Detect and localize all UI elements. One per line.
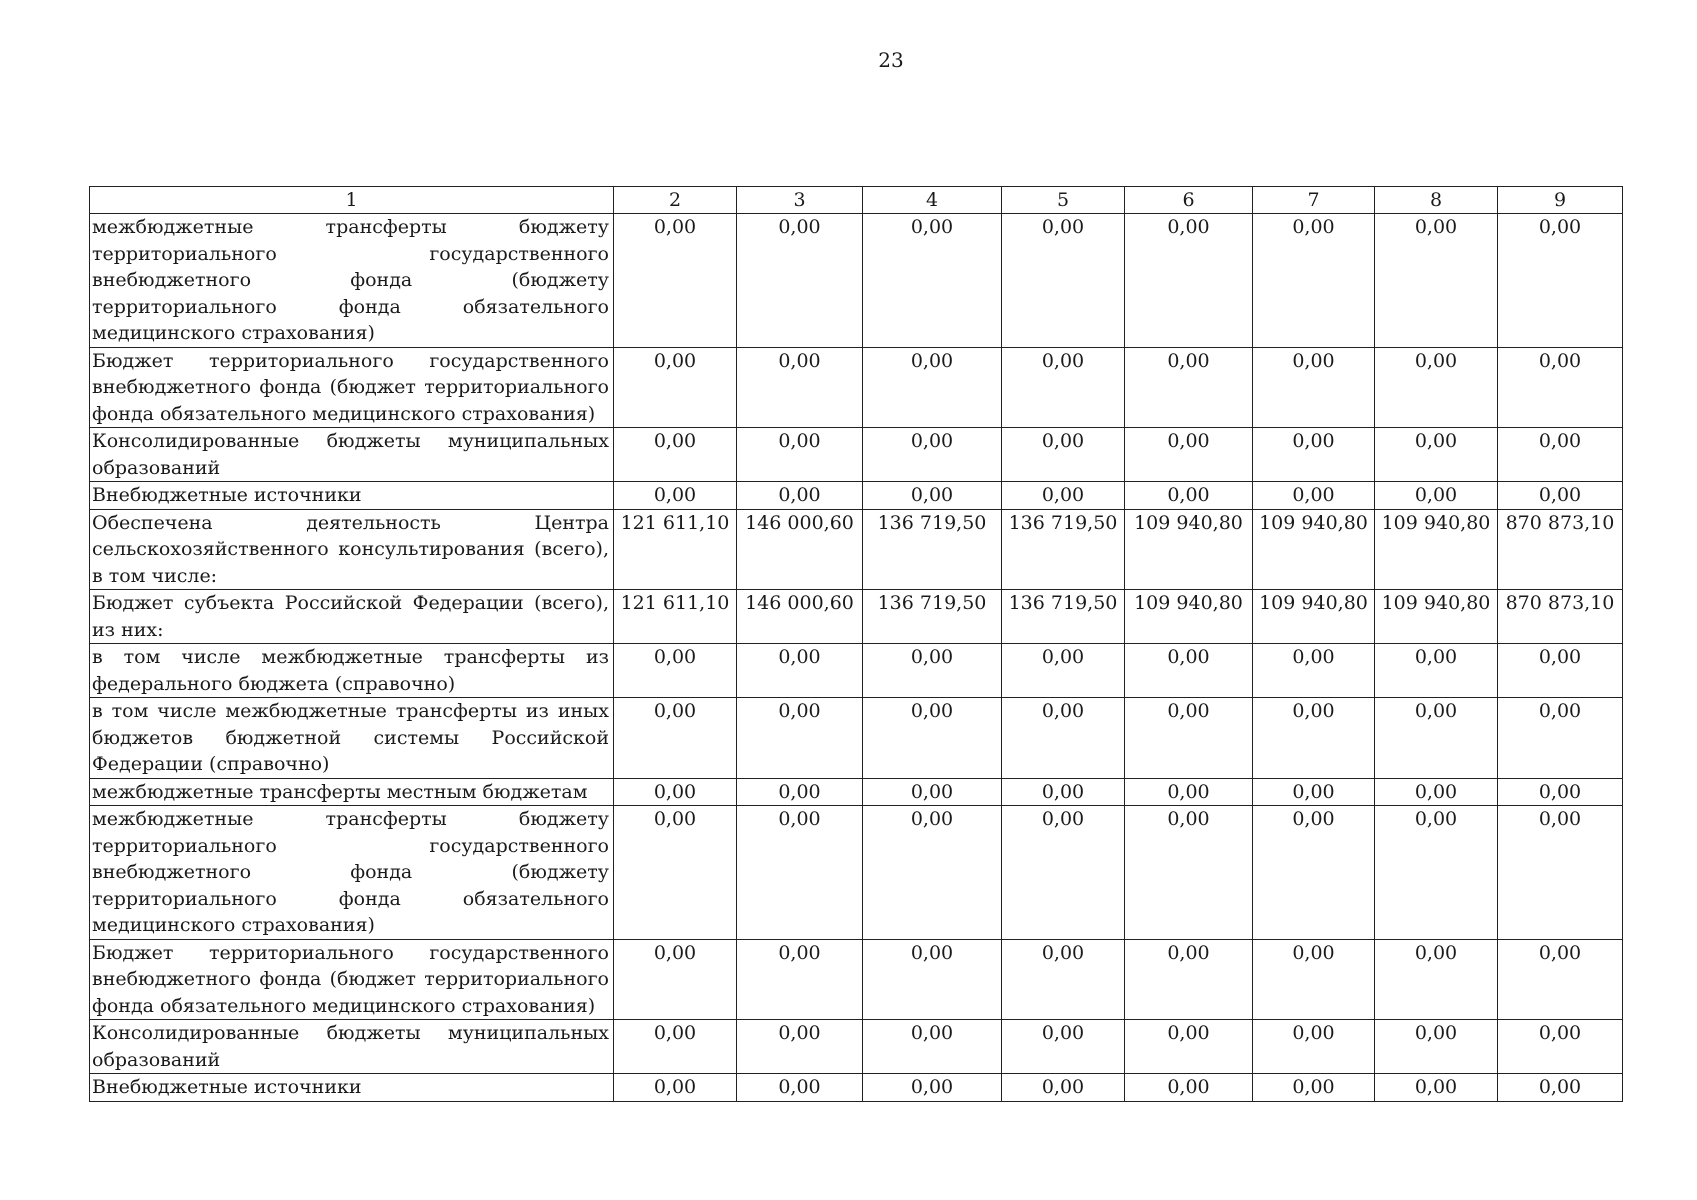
value-cell-col-7: 0,00 bbox=[1253, 214, 1375, 348]
value-cell-col-4: 0,00 bbox=[863, 939, 1002, 1020]
value-cell-col-9: 0,00 bbox=[1498, 806, 1623, 940]
value-cell-col-5: 0,00 bbox=[1002, 644, 1125, 698]
value-cell-col-7: 0,00 bbox=[1253, 428, 1375, 482]
value-cell-col-3: 0,00 bbox=[737, 482, 863, 510]
table-row bbox=[90, 590, 1623, 644]
value-cell-col-5: 136 719,50 bbox=[1002, 590, 1125, 644]
value-cell-col-7: 0,00 bbox=[1253, 1074, 1375, 1102]
value-cell-col-8: 0,00 bbox=[1375, 806, 1498, 940]
value-cell-col-3: 0,00 bbox=[737, 939, 863, 1020]
value-cell-col-2: 0,00 bbox=[614, 806, 737, 940]
row-label: Бюджет территориального государственного внебюджетного фонда (бюджет территориального фонда обязательного медицинского страхования) bbox=[90, 939, 614, 1020]
value-cell-col-3: 146 000,60 bbox=[737, 590, 863, 644]
column-number-7: 7 bbox=[1253, 187, 1375, 214]
table-row bbox=[90, 509, 1623, 590]
value-cell-col-2: 0,00 bbox=[614, 347, 737, 428]
value-cell-col-7: 109 940,80 bbox=[1253, 590, 1375, 644]
value-cell-col-3: 0,00 bbox=[737, 214, 863, 348]
value-cell-col-3: 0,00 bbox=[737, 644, 863, 698]
value-cell-col-6: 0,00 bbox=[1125, 214, 1253, 348]
row-label: Обеспечена деятельность Центра сельскохозяйственного консультирования (всего), в том числе: bbox=[90, 509, 614, 590]
row-label: Бюджет субъекта Российской Федерации (всего), из них: bbox=[90, 590, 614, 644]
value-cell-col-6: 0,00 bbox=[1125, 806, 1253, 940]
value-cell-col-6: 0,00 bbox=[1125, 1020, 1253, 1074]
table-row bbox=[90, 939, 1623, 1020]
value-cell-col-2: 0,00 bbox=[614, 644, 737, 698]
value-cell-col-3: 0,00 bbox=[737, 428, 863, 482]
value-cell-col-8: 0,00 bbox=[1375, 347, 1498, 428]
value-cell-col-3: 0,00 bbox=[737, 1020, 863, 1074]
table-row bbox=[90, 778, 1623, 806]
value-cell-col-3: 0,00 bbox=[737, 698, 863, 779]
value-cell-col-9: 0,00 bbox=[1498, 347, 1623, 428]
value-cell-col-4: 0,00 bbox=[863, 482, 1002, 510]
value-cell-col-4: 0,00 bbox=[863, 698, 1002, 779]
value-cell-col-4: 136 719,50 bbox=[863, 509, 1002, 590]
value-cell-col-5: 0,00 bbox=[1002, 1074, 1125, 1102]
column-number-6: 6 bbox=[1125, 187, 1253, 214]
column-number-4: 4 bbox=[863, 187, 1002, 214]
row-label: межбюджетные трансферты местным бюджетам bbox=[90, 778, 614, 806]
value-cell-col-2: 121 611,10 bbox=[614, 590, 737, 644]
value-cell-col-3: 0,00 bbox=[737, 347, 863, 428]
value-cell-col-4: 0,00 bbox=[863, 347, 1002, 428]
table-row bbox=[90, 214, 1623, 348]
column-number-1: 1 bbox=[90, 187, 614, 214]
column-number-8: 8 bbox=[1375, 187, 1498, 214]
value-cell-col-8: 0,00 bbox=[1375, 778, 1498, 806]
value-cell-col-6: 0,00 bbox=[1125, 698, 1253, 779]
value-cell-col-3: 0,00 bbox=[737, 1074, 863, 1102]
table-row bbox=[90, 644, 1623, 698]
value-cell-col-8: 0,00 bbox=[1375, 482, 1498, 510]
value-cell-col-8: 0,00 bbox=[1375, 1074, 1498, 1102]
value-cell-col-2: 0,00 bbox=[614, 778, 737, 806]
value-cell-col-9: 870 873,10 bbox=[1498, 509, 1623, 590]
value-cell-col-4: 136 719,50 bbox=[863, 590, 1002, 644]
row-label: Внебюджетные источники bbox=[90, 1074, 614, 1102]
value-cell-col-5: 0,00 bbox=[1002, 1020, 1125, 1074]
value-cell-col-8: 109 940,80 bbox=[1375, 509, 1498, 590]
value-cell-col-6: 0,00 bbox=[1125, 778, 1253, 806]
value-cell-col-5: 0,00 bbox=[1002, 347, 1125, 428]
value-cell-col-8: 0,00 bbox=[1375, 939, 1498, 1020]
table-row bbox=[90, 428, 1623, 482]
column-number-row bbox=[90, 187, 1623, 214]
value-cell-col-2: 0,00 bbox=[614, 939, 737, 1020]
value-cell-col-9: 0,00 bbox=[1498, 482, 1623, 510]
value-cell-col-4: 0,00 bbox=[863, 214, 1002, 348]
table-row bbox=[90, 347, 1623, 428]
value-cell-col-6: 0,00 bbox=[1125, 939, 1253, 1020]
row-label: межбюджетные трансферты бюджету территориального государственного внебюджетного фонда (бюджету территориального фонда обязательного медицинского страхования) bbox=[90, 214, 614, 348]
value-cell-col-2: 0,00 bbox=[614, 1020, 737, 1074]
value-cell-col-9: 0,00 bbox=[1498, 1020, 1623, 1074]
row-label: Консолидированные бюджеты муниципальных образований bbox=[90, 428, 614, 482]
value-cell-col-7: 0,00 bbox=[1253, 778, 1375, 806]
value-cell-col-2: 0,00 bbox=[614, 1074, 737, 1102]
value-cell-col-9: 0,00 bbox=[1498, 214, 1623, 348]
column-number-2: 2 bbox=[614, 187, 737, 214]
value-cell-col-4: 0,00 bbox=[863, 806, 1002, 940]
value-cell-col-8: 0,00 bbox=[1375, 644, 1498, 698]
value-cell-col-6: 0,00 bbox=[1125, 347, 1253, 428]
page-number: 23 bbox=[878, 48, 904, 72]
value-cell-col-2: 0,00 bbox=[614, 698, 737, 779]
value-cell-col-7: 0,00 bbox=[1253, 482, 1375, 510]
value-cell-col-8: 0,00 bbox=[1375, 214, 1498, 348]
value-cell-col-6: 0,00 bbox=[1125, 428, 1253, 482]
table-row bbox=[90, 1074, 1623, 1102]
value-cell-col-8: 109 940,80 bbox=[1375, 590, 1498, 644]
value-cell-col-2: 0,00 bbox=[614, 428, 737, 482]
row-label: в том числе межбюджетные трансферты из иных бюджетов бюджетной системы Российской Федерации (справочно) bbox=[90, 698, 614, 779]
value-cell-col-7: 0,00 bbox=[1253, 698, 1375, 779]
value-cell-col-4: 0,00 bbox=[863, 778, 1002, 806]
value-cell-col-2: 0,00 bbox=[614, 214, 737, 348]
value-cell-col-3: 146 000,60 bbox=[737, 509, 863, 590]
value-cell-col-6: 109 940,80 bbox=[1125, 590, 1253, 644]
value-cell-col-4: 0,00 bbox=[863, 644, 1002, 698]
value-cell-col-8: 0,00 bbox=[1375, 698, 1498, 779]
value-cell-col-9: 0,00 bbox=[1498, 428, 1623, 482]
value-cell-col-4: 0,00 bbox=[863, 1074, 1002, 1102]
value-cell-col-7: 0,00 bbox=[1253, 644, 1375, 698]
value-cell-col-7: 0,00 bbox=[1253, 806, 1375, 940]
value-cell-col-8: 0,00 bbox=[1375, 1020, 1498, 1074]
value-cell-col-5: 136 719,50 bbox=[1002, 509, 1125, 590]
table-row bbox=[90, 1020, 1623, 1074]
value-cell-col-9: 0,00 bbox=[1498, 1074, 1623, 1102]
budget-table bbox=[89, 186, 1623, 1102]
row-label: Консолидированные бюджеты муниципальных образований bbox=[90, 1020, 614, 1074]
value-cell-col-4: 0,00 bbox=[863, 428, 1002, 482]
table-row bbox=[90, 698, 1623, 779]
row-label: в том числе межбюджетные трансферты из федерального бюджета (справочно) bbox=[90, 644, 614, 698]
value-cell-col-6: 0,00 bbox=[1125, 482, 1253, 510]
value-cell-col-3: 0,00 bbox=[737, 806, 863, 940]
value-cell-col-5: 0,00 bbox=[1002, 806, 1125, 940]
value-cell-col-8: 0,00 bbox=[1375, 428, 1498, 482]
value-cell-col-5: 0,00 bbox=[1002, 939, 1125, 1020]
value-cell-col-9: 0,00 bbox=[1498, 939, 1623, 1020]
column-number-3: 3 bbox=[737, 187, 863, 214]
value-cell-col-9: 0,00 bbox=[1498, 778, 1623, 806]
value-cell-col-2: 0,00 bbox=[614, 482, 737, 510]
value-cell-col-9: 0,00 bbox=[1498, 698, 1623, 779]
column-number-9: 9 bbox=[1498, 187, 1623, 214]
value-cell-col-6: 109 940,80 bbox=[1125, 509, 1253, 590]
row-label: Бюджет территориального государственного внебюджетного фонда (бюджет территориального фонда обязательного медицинского страхования) bbox=[90, 347, 614, 428]
value-cell-col-5: 0,00 bbox=[1002, 428, 1125, 482]
table-row bbox=[90, 482, 1623, 510]
value-cell-col-5: 0,00 bbox=[1002, 482, 1125, 510]
value-cell-col-5: 0,00 bbox=[1002, 698, 1125, 779]
column-number-5: 5 bbox=[1002, 187, 1125, 214]
value-cell-col-9: 0,00 bbox=[1498, 644, 1623, 698]
value-cell-col-5: 0,00 bbox=[1002, 214, 1125, 348]
value-cell-col-3: 0,00 bbox=[737, 778, 863, 806]
value-cell-col-7: 109 940,80 bbox=[1253, 509, 1375, 590]
value-cell-col-6: 0,00 bbox=[1125, 644, 1253, 698]
value-cell-col-7: 0,00 bbox=[1253, 1020, 1375, 1074]
table-row bbox=[90, 806, 1623, 940]
value-cell-col-4: 0,00 bbox=[863, 1020, 1002, 1074]
value-cell-col-2: 121 611,10 bbox=[614, 509, 737, 590]
value-cell-col-7: 0,00 bbox=[1253, 347, 1375, 428]
row-label: Внебюджетные источники bbox=[90, 482, 614, 510]
value-cell-col-5: 0,00 bbox=[1002, 778, 1125, 806]
value-cell-col-6: 0,00 bbox=[1125, 1074, 1253, 1102]
value-cell-col-9: 870 873,10 bbox=[1498, 590, 1623, 644]
value-cell-col-7: 0,00 bbox=[1253, 939, 1375, 1020]
row-label: межбюджетные трансферты бюджету территориального государственного внебюджетного фонда (бюджету территориального фонда обязательного медицинского страхования) bbox=[90, 806, 614, 940]
